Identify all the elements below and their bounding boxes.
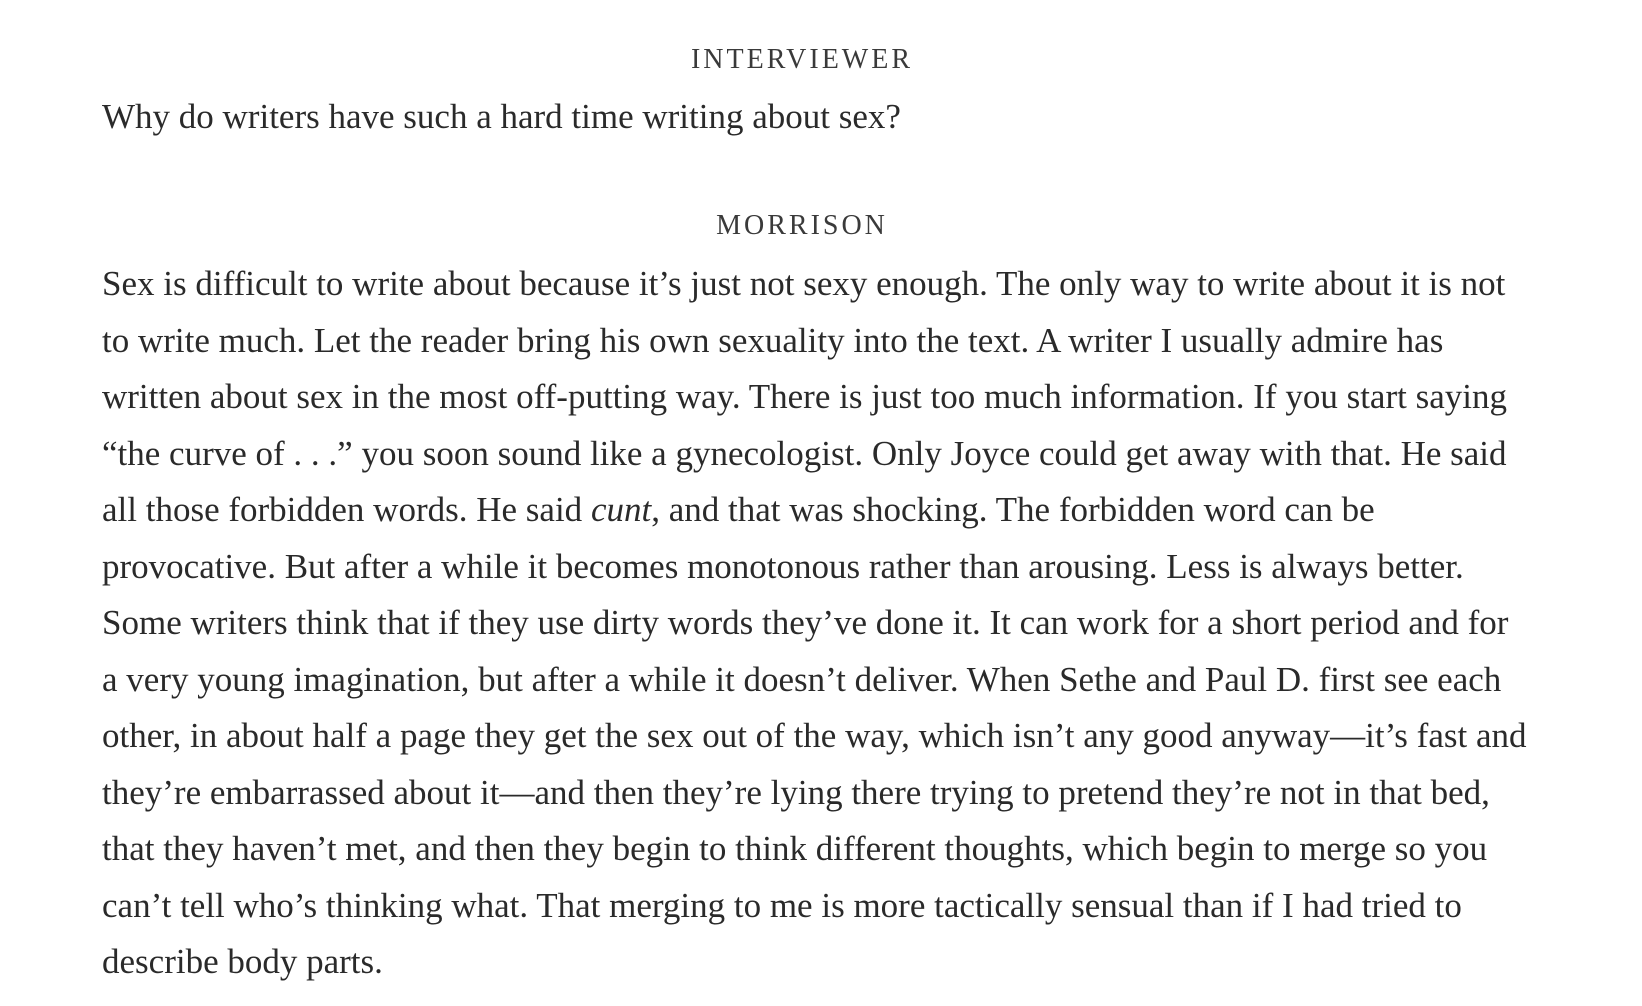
answer-line: can’t tell who’s thinking what. That merging to me is more tactically sensual than if I had tried to [102,885,1462,925]
interviewer-label: INTERVIEWER [690,44,914,75]
answer-line: written about sex in the most off-putting way. There is just too much information. If you start saying [102,377,1507,416]
answer-line: provocative. But after a while it becomes monotonous rather than arousing. Less is always better. [102,546,1464,586]
answer-line: Sex is difficult to write about because it’s just not sexy enough. The only way to write about it is not [102,264,1506,303]
morrison-answer [102,256,1622,991]
answer-line: a very young imagination, but after a while it doesn’t deliver. When Sethe and Paul D. first see each [102,659,1502,699]
answer-line-text: , and that was shocking. The forbidden word can be [651,490,1375,529]
answer-line: other, in about half a page they get the sex out of the way, which isn’t any good anyway—it’s fast and [102,716,1527,755]
answer-line: describe body parts. [102,942,383,981]
answer-line: that they haven’t met, and then they begin to think different thoughts, which begin to merge so you [102,829,1488,868]
answer-line-text: all those forbidden words. He said [102,490,591,529]
interviewer-question: Why do writers have such a hard time writing about sex? [102,97,901,136]
answer-line: Some writers think that if they use dirty words they’ve done it. It can work for a short period and for [102,603,1509,642]
answer-line: they’re embarrassed about it—and then they’re lying there trying to pretend they’re not in that bed, [102,772,1490,812]
italic-word: cunt [590,490,652,529]
interview-page [102,0,1622,991]
morrison-label: MORRISON [716,210,888,241]
answer-line: “the curve of . . .” you soon sound like a gynecologist. Only Joyce could get away with that. He said [102,433,1507,473]
answer-line: to write much. Let the reader bring his own sexuality into the text. A writer I usually admire has [102,320,1444,360]
answer-line [102,482,1622,539]
